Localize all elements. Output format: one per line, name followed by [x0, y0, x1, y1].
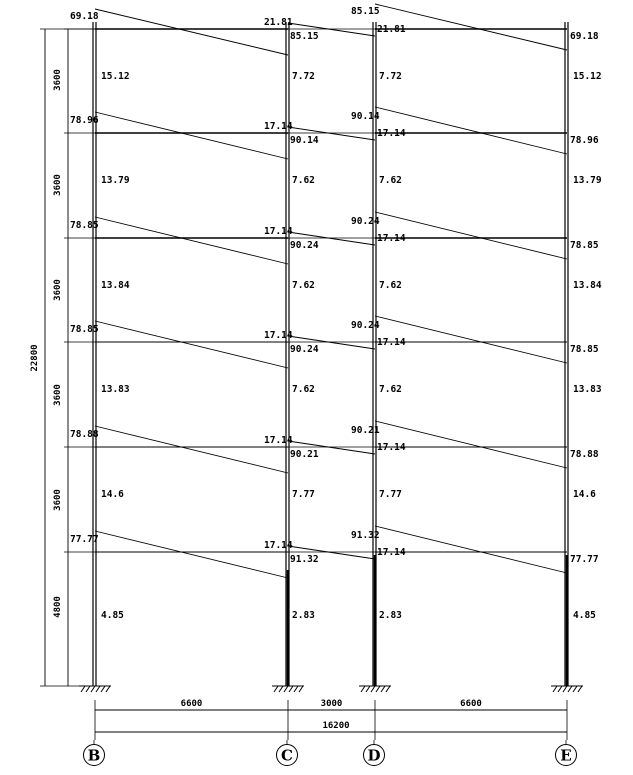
storey-height-label: 3600 — [53, 69, 63, 91]
axis-label: E — [560, 746, 572, 765]
support-hatch — [299, 686, 303, 692]
bay2-right-value: 17.14 — [377, 128, 406, 139]
storey-height-label: 3600 — [53, 384, 63, 406]
column-B-shear: 13.84 — [101, 280, 130, 291]
shear-line-bay1 — [95, 112, 288, 159]
bay3-right-value: 77.77 — [570, 554, 599, 565]
shear-line-bay1 — [95, 531, 288, 578]
support-hatch — [563, 686, 567, 692]
support-hatch — [289, 686, 293, 692]
column-C-shear: 2.83 — [292, 610, 315, 621]
bay1-right-value: 90.14 — [290, 135, 319, 146]
support-hatch — [106, 686, 110, 692]
bay1-right-value: 91.32 — [290, 554, 319, 565]
support-hatch — [96, 686, 100, 692]
axis-bubbles — [84, 740, 577, 766]
shear-line-bay1 — [95, 217, 288, 264]
column-D-shear: 7.72 — [379, 71, 402, 82]
column-E-shear: 14.6 — [573, 489, 596, 500]
bay1-left-value: 78.85 — [70, 324, 99, 335]
bay1-left-value: 69.18 — [70, 11, 99, 22]
bay2-right-value: 17.14 — [377, 547, 406, 558]
column-C-shear: 7.77 — [292, 489, 315, 500]
storey-height-label: 3600 — [53, 174, 63, 196]
bay3-left-value: 91.32 — [351, 530, 380, 541]
total-height-label: 22800 — [30, 344, 40, 372]
support-hatch — [101, 686, 105, 692]
bay1-left-value: 78.85 — [70, 220, 99, 231]
column-D-shear: 7.62 — [379, 384, 402, 395]
column-C-shear: 7.72 — [292, 71, 315, 82]
storey-height-label: 4800 — [53, 596, 63, 618]
column-D-shear: 7.62 — [379, 175, 402, 186]
bay2-left-value: 21.81 — [264, 17, 293, 28]
storey-height-label: 3600 — [53, 489, 63, 511]
support-hatch — [91, 686, 95, 692]
shear-diagram-lines — [95, 4, 567, 578]
support-hatch — [381, 686, 385, 692]
column-E-shear: 4.85 — [573, 610, 596, 621]
support-hatch — [361, 686, 365, 692]
support-hatch — [376, 686, 380, 692]
bay2-left-value: 17.14 — [264, 121, 293, 132]
support-hatch — [284, 686, 288, 692]
bay3-left-value: 85.15 — [351, 6, 380, 17]
support-hatch — [371, 686, 375, 692]
support-hatch — [86, 686, 90, 692]
bay2-left-value: 17.14 — [264, 330, 293, 341]
bay2-right-value: 17.14 — [377, 337, 406, 348]
axis-label: C — [281, 746, 293, 765]
bay3-left-value: 90.21 — [351, 425, 380, 436]
shear-line-bay1 — [95, 321, 288, 368]
column-E-shear: 15.12 — [573, 71, 602, 82]
value-labels — [70, 6, 602, 621]
bay1-right-value: 85.15 — [290, 31, 319, 42]
bay1-right-value: 90.21 — [290, 449, 319, 460]
bay1-right-value: 90.24 — [290, 344, 319, 355]
storey-height-label: 3600 — [53, 279, 63, 301]
support-hatch — [386, 686, 390, 692]
shear-line-bay1 — [95, 9, 288, 55]
bay-width-label: 6600 — [460, 699, 482, 709]
support-hatch — [553, 686, 557, 692]
support-hatch — [81, 686, 85, 692]
bay3-right-value: 78.85 — [570, 344, 599, 355]
bay1-right-value: 90.24 — [290, 240, 319, 251]
bay2-right-value: 21.81 — [377, 24, 406, 35]
axis-label: B — [87, 746, 101, 765]
column-E-shear: 13.84 — [573, 280, 602, 291]
bay2-left-value: 17.14 — [264, 435, 293, 446]
column-D-shear: 2.83 — [379, 610, 402, 621]
bay3-right-value: 78.85 — [570, 240, 599, 251]
bay-width-label: 6600 — [180, 699, 203, 709]
support-hatch — [294, 686, 298, 692]
bay3-left-value: 90.24 — [351, 216, 380, 227]
column-B-shear: 13.79 — [101, 175, 130, 186]
frame-structure — [79, 22, 583, 692]
support-hatch — [568, 686, 572, 692]
bay3-right-value: 69.18 — [570, 31, 599, 42]
column-B-shear: 4.85 — [101, 610, 124, 621]
bay3-right-value: 78.96 — [570, 135, 599, 146]
bay3-right-value: 78.88 — [570, 449, 599, 460]
bay2-right-value: 17.14 — [377, 233, 406, 244]
column-C-shear: 7.62 — [292, 384, 315, 395]
column-D-shear: 7.62 — [379, 280, 402, 291]
column-D-shear: 7.77 — [379, 489, 402, 500]
column-C-shear: 7.62 — [292, 175, 315, 186]
column-B-shear: 13.83 — [101, 384, 130, 395]
bay3-left-value: 90.24 — [351, 320, 380, 331]
support-hatch — [366, 686, 370, 692]
support-hatch — [558, 686, 562, 692]
column-B-shear: 15.12 — [101, 71, 130, 82]
bay-width-label: 3000 — [320, 699, 343, 709]
support-hatch — [573, 686, 577, 692]
axis-label: D — [367, 746, 381, 765]
column-E-shear: 13.79 — [573, 175, 602, 186]
bay3-left-value: 90.14 — [351, 111, 380, 122]
bay2-right-value: 17.14 — [377, 442, 406, 453]
bay2-left-value: 17.14 — [264, 226, 293, 237]
bay1-left-value: 78.96 — [70, 115, 99, 126]
support-hatch — [578, 686, 582, 692]
column-E-shear: 13.83 — [573, 384, 602, 395]
column-B-shear: 14.6 — [101, 489, 124, 500]
bay2-left-value: 17.14 — [264, 540, 293, 551]
shear-line-bay1 — [95, 426, 288, 473]
support-hatch — [279, 686, 283, 692]
bay1-left-value: 78.88 — [70, 429, 99, 440]
support-hatch — [274, 686, 278, 692]
total-width-label: 16200 — [322, 721, 350, 731]
bay1-left-value: 77.77 — [70, 534, 99, 545]
column-C-shear: 7.62 — [292, 280, 315, 291]
